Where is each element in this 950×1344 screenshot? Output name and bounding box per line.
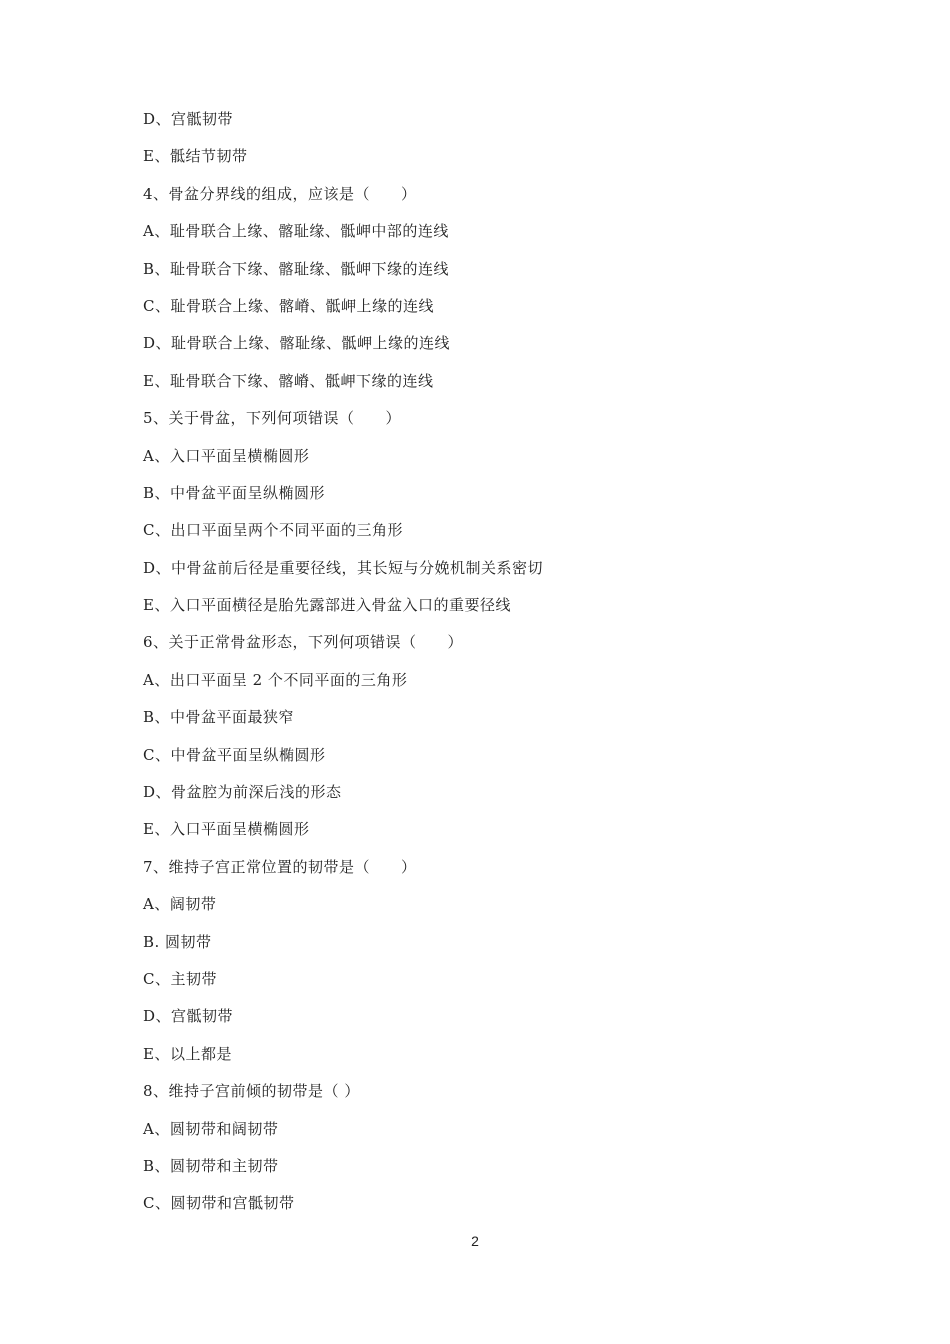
option-line: D、宫骶韧带	[143, 1007, 234, 1026]
option-line: D、中骨盆前后径是重要径线，其长短与分娩机制关系密切	[143, 558, 544, 577]
option-line: D、宫骶韧带	[143, 110, 234, 128]
option-line: B、圆韧带和主韧带	[143, 1156, 279, 1175]
option-line: D、骨盆腔为前深后浅的形态	[143, 783, 342, 802]
option-line: D、耻骨联合上缘、髂耻缘、骶岬上缘的连线	[143, 334, 451, 353]
option-line: C、耻骨联合上缘、髂嵴、骶岬上缘的连线	[143, 296, 434, 315]
option-line: B、中骨盆平面最狭窄	[143, 708, 295, 727]
option-line: C、圆韧带和宫骶韧带	[143, 1194, 295, 1213]
option-line: B、耻骨联合下缘、髂耻缘、骶岬下缘的连线	[143, 259, 450, 278]
question-line: 6、关于正常骨盆形态，下列何项错误（ ）	[143, 633, 464, 652]
option-line: E、骶结节韧带	[143, 147, 248, 166]
option-line: A、入口平面呈横椭圆形	[143, 446, 310, 465]
option-line: A、出口平面呈 2 个不同平面的三角形	[143, 670, 408, 689]
option-line: B、中骨盆平面呈纵椭圆形	[143, 483, 326, 502]
option-line: B. 圆韧带	[143, 932, 212, 951]
question-line: 4、骨盆分界线的组成，应该是（ ）	[143, 184, 417, 203]
option-line: E、以上都是	[143, 1044, 232, 1063]
option-line: C、中骨盆平面呈纵椭圆形	[143, 745, 326, 764]
option-line: E、入口平面呈横椭圆形	[143, 820, 310, 839]
question-line: 8、维持子宫前倾的韧带是（ ）	[143, 1082, 360, 1101]
option-line: E、耻骨联合下缘、髂嵴、骶岬下缘的连线	[143, 371, 434, 390]
option-line: C、主韧带	[143, 969, 217, 988]
page-number: 2	[471, 1233, 479, 1249]
option-line: A、耻骨联合上缘、髂耻缘、骶岬中部的连线	[143, 222, 449, 241]
option-line: A、阔韧带	[143, 895, 217, 914]
option-line: A、圆韧带和阔韧带	[143, 1119, 279, 1138]
question-line: 7、维持子宫正常位置的韧带是（ ）	[143, 857, 417, 876]
option-line: E、入口平面横径是胎先露部进入骨盆入口的重要径线	[143, 596, 511, 615]
question-list	[143, 107, 843, 1229]
option-line: C、出口平面呈两个不同平面的三角形	[143, 521, 403, 540]
question-line: 5、关于骨盆，下列何项错误（ ）	[143, 409, 402, 428]
